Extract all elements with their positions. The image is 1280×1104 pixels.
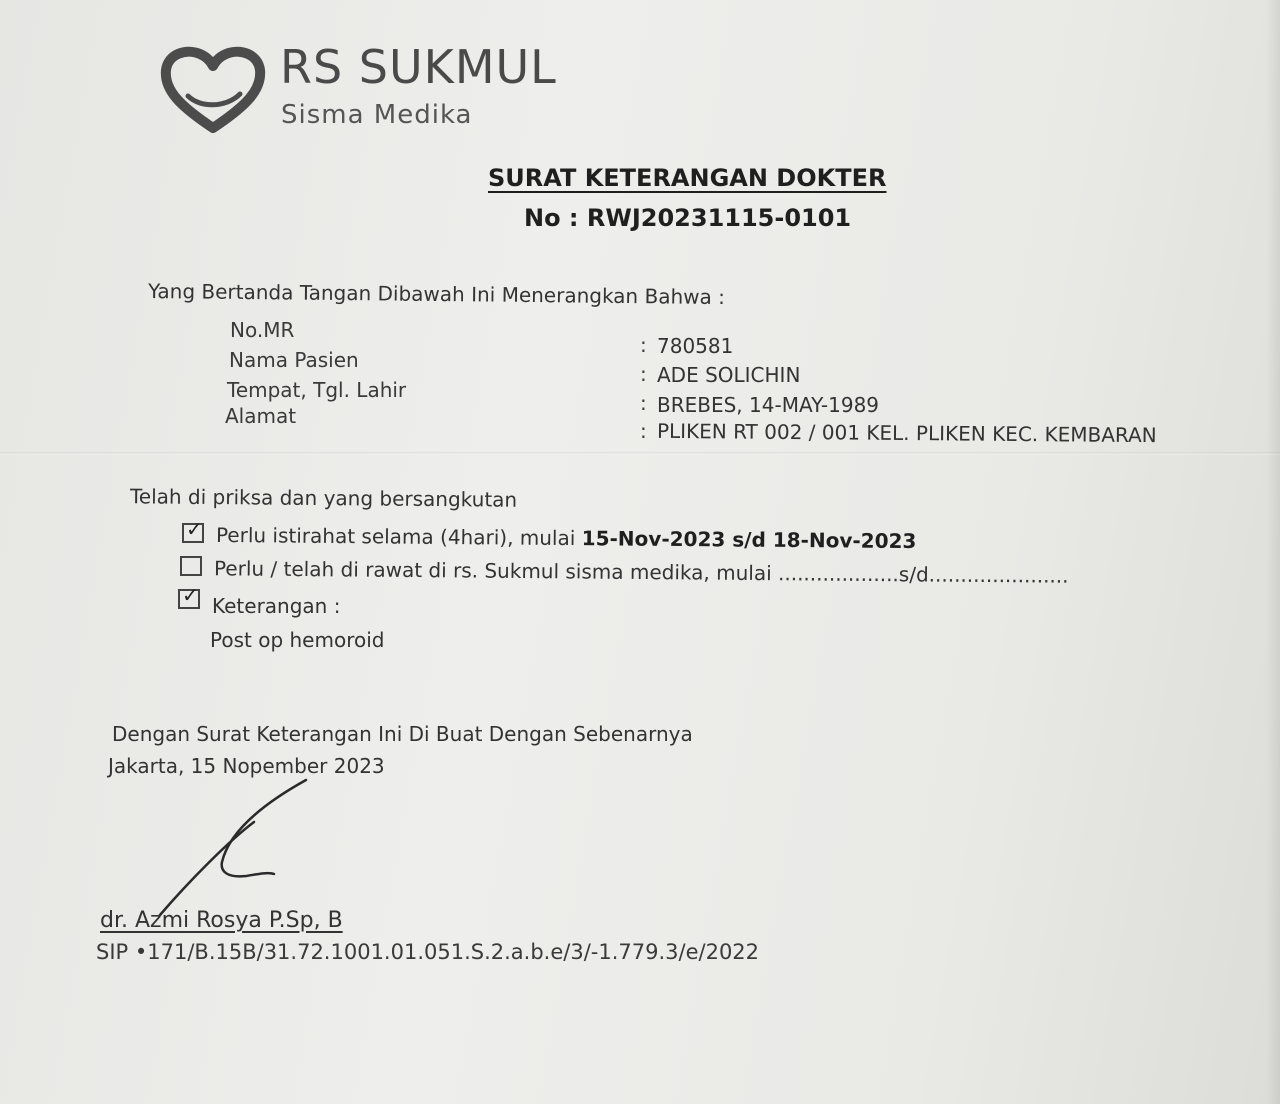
value-patient-name: ADE SOLICHIN [657,363,801,387]
option-rest-text: Perlu istirahat selama (4hari), mulai [215,522,582,551]
colon-separator: : [640,362,647,386]
label-birth-place-date: Tempat, Tgl. Lahir [227,378,407,402]
colon-separator: : [640,391,647,415]
value-address: PLIKEN RT 002 / 001 KEL. PLIKEN KEC. KEMBARAN [656,418,1157,448]
value-no-mr: 780581 [657,334,734,358]
label-no-mr: No.MR [230,318,295,342]
label-address: Alamat [225,404,297,428]
value-birth-place-date: BREBES, 14-MAY-1989 [657,393,880,417]
document-number: No : RWJ20231115-0101 [524,204,852,232]
option-rest-dates: 15-Nov-2023 s/d 18-Nov-2023 [581,526,917,554]
option-hospitalized: Perlu / telah di rawat di rs. Sukmul sisma medika, mulai ...................s/d...................... [213,556,1069,588]
label-patient-name: Nama Pasien [229,348,359,372]
intro-statement: Yang Bertanda Tangan Dibawah Ini Menerangkan Bahwa : [147,278,726,310]
hospital-name: RS SUKMUL [280,40,557,94]
closing-statement: Dengan Surat Keterangan Ini Di Buat Dengan Sebenarnya [112,722,693,746]
colon-separator: : [640,333,647,357]
examination-heading: Telah di priksa dan yang bersangkutan [129,484,518,512]
doctor-name: dr. Azmi Rosya P.Sp, B [100,908,343,933]
paper-fold-line [0,452,1280,455]
handwritten-signature [150,770,320,920]
colon-separator: : [640,419,647,443]
checkmark-icon: ✓ [182,583,199,607]
checkmark-icon: ✓ [186,517,203,541]
doctor-sip-number: SIP •171/B.15B/31.72.1001.01.051.S.2.a.b.e/3/-1.779.3/e/2022 [96,940,760,964]
remarks-note: Post op hemoroid [210,628,385,652]
document-title: SURAT KETERANGAN DOKTER [488,164,887,192]
option-remarks: Keterangan : [212,594,341,618]
paper-edge-shadow [1266,0,1280,1104]
checkbox-hospitalized [180,556,202,576]
heart-logo-icon [160,44,266,138]
place-date: Jakarta, 15 Nopember 2023 [108,754,385,778]
hospital-subtitle: Sisma Medika [281,100,473,130]
